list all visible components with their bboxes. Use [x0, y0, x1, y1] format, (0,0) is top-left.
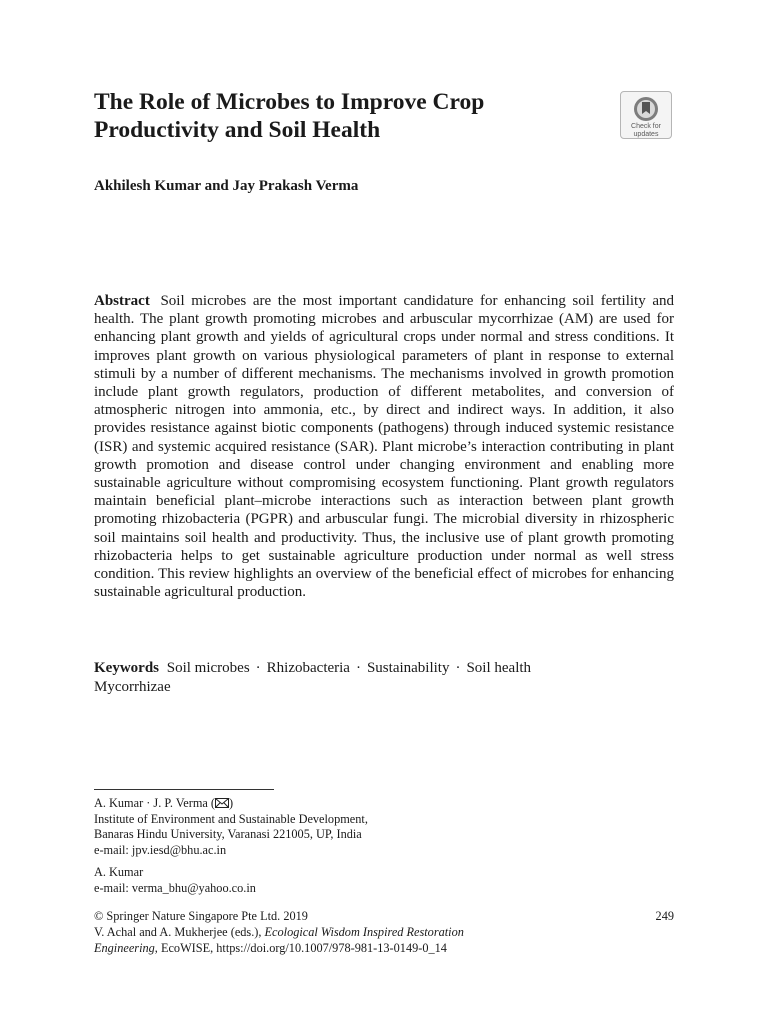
book-title-continued: Engineering: [94, 941, 155, 955]
keyword: Soil health: [466, 660, 532, 676]
book-title: Ecological Wisdom Inspired Restoration: [264, 925, 464, 939]
check-for-updates-badge[interactable]: [620, 91, 672, 139]
series-doi[interactable]: , EcoWISE, https://doi.org/10.1007/978-981-13-0149-0_14: [154, 941, 447, 955]
authors: Akhilesh Kumar and Jay Prakash Verma: [94, 178, 359, 194]
envelope-icon: [215, 798, 229, 808]
keyword: Sustainability: [366, 660, 450, 676]
copyright: © Springer Nature Singapore Pte Ltd. 2019: [94, 909, 308, 923]
keywords-label: Keywords: [94, 660, 159, 676]
page-footer: [94, 908, 674, 956]
second-author-contact: [94, 865, 594, 896]
affiliation-names: A. Kumar · J. P. Verma (: [94, 796, 216, 810]
keyword-separator: ·: [455, 660, 461, 676]
editors: V. Achal and A. Mukherjee (eds.),: [94, 925, 265, 939]
keyword-separator: ·: [355, 660, 361, 676]
abstract: [94, 292, 674, 601]
keywords: [94, 659, 674, 697]
affiliation-institute: Institute of Environment and Sustainable Development,: [94, 811, 368, 826]
paper-title: [94, 88, 594, 144]
badge-label: Check for updates: [631, 123, 661, 138]
keyword-separator: ·: [255, 660, 261, 676]
keyword: Soil microbes: [166, 660, 250, 676]
abstract-label: Abstract: [94, 293, 150, 309]
title-line-2: Productivity and Soil Health: [94, 117, 381, 143]
page-number: 249: [655, 909, 674, 923]
title-line-1: The Role of Microbes to Improve Crop: [94, 89, 485, 115]
keyword: Mycorrhizae: [94, 679, 171, 695]
second-author-name: A. Kumar: [94, 865, 144, 879]
footnote-rule: [94, 789, 274, 790]
bookmark-icon: [633, 96, 659, 122]
second-author-email[interactable]: e-mail: verma_bhu@yahoo.co.in: [94, 880, 256, 895]
affiliation-university: Banaras Hindu University, Varanasi 221005, UP, India: [94, 827, 362, 842]
keyword: Rhizobacteria: [266, 660, 350, 676]
corresponding-email[interactable]: e-mail: jpv.iesd@bhu.ac.in: [94, 842, 227, 857]
author-affiliation: A. Kumar · J. P. Verma ( ) Institute of Environment and Sustainable Development, Banaras Hindu University, Varanasi 221005, UP, India e-mail: jpv.iesd@bhu.ac.in: [94, 796, 368, 857]
abstract-text: Soil microbes are the most important candidature for enhancing soil fertility and health. The plant growth promoting microbes and arbuscular mycorrhizae (AM) are used for enhancing plant growth and yields of agricultural crops under normal and stress conditions. It improves plant growth on various physiological parameters of plant in response to external stimuli by a number of different mechanisms. The mechanisms involved in growth promotion include plant growth regulators, production of different metabolites, and conversion of atmospheric nitrogen into ammonia, etc., by direct and indirect ways. In addition, it also provides resistance against biotic components (pathogens) through induced systemic resistance (ISR) and systemic acquired resistance (SAR). Plant microbe’s interaction contributing in plant growth promotion and disease control under changing environment and enabling more sustainable agriculture without compromising ecosystem functioning. Plant growth regulators maintain beneficial plant–microbe interactions such as interaction between plant growth promoting rhizobacteria (PGPR) and arbuscular fungi. The microbial diversity in rhizospheric soil maintains soil health and productivity. Thus, the inclusive use of plant growth promoting rhizobacteria helps to get sustainable agriculture production under normal as well stress condition. This review highlights an overview of the beneficial effect of microbes for enhancing sustainable agricultural production.: [94, 293, 674, 601]
